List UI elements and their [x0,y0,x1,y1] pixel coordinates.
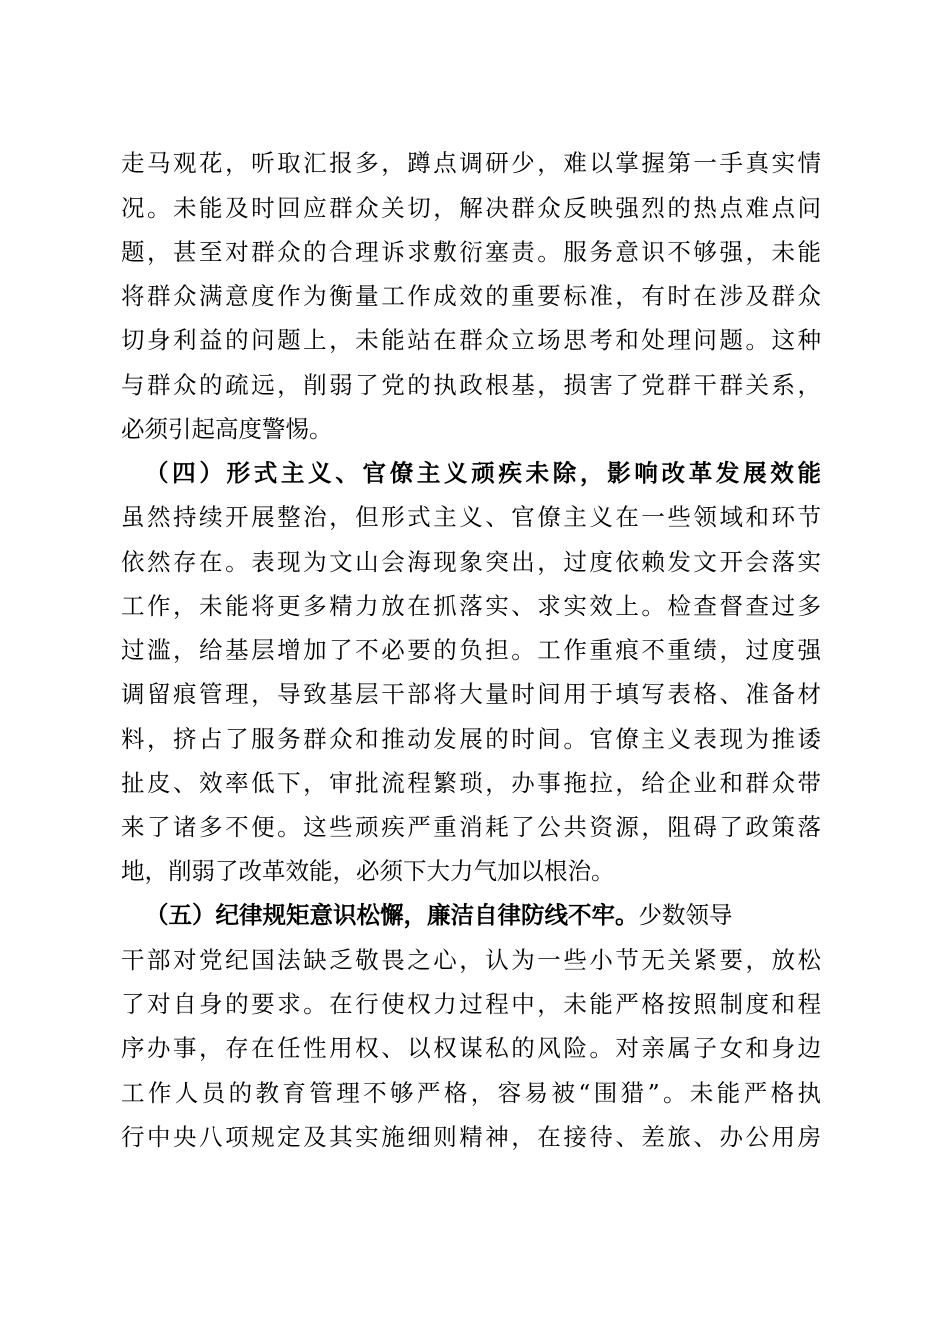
paragraph-line: 虽然持续开展整治，但形式主义、官僚主义在一些领域和环节 [121,503,821,531]
paragraph-line: 过滥，给基层增加了不必要的负担。工作重痕不重绩，过度强 [121,636,821,664]
paragraph-line: 依然存在。表现为文山会海现象突出，过度依赖发文开会落实 [121,548,821,576]
section-heading-five: （五）纪律规矩意识松懈，廉洁自律防线不牢。 [145,901,639,929]
paragraph-line: 将群众满意度作为衡量工作成效的重要标准，有时在涉及群众 [121,282,821,310]
section-heading-four: （四）形式主义、官僚主义顽疾未除，影响改革发展效能 [145,459,821,487]
paragraph-line: 地，削弱了改革效能，必须下大力气加以根治。 [121,857,615,885]
paragraph-line: 扯皮、效率低下，审批流程繁琐，办事拖拉，给企业和群众带 [121,769,821,797]
paragraph-line: 题，甚至对群众的合理诉求敷衍塞责。服务意识不够强，未能 [121,238,821,266]
heading-tail-text: 少数领导 [638,901,733,929]
paragraph-line: 了对自身的要求。在行使权力过程中，未能严格按照制度和程 [121,990,821,1018]
paragraph-line: 必须引起高度警惕。 [121,415,333,443]
paragraph-line: 切身利益的问题上，未能站在群众立场思考和处理问题。这种 [121,326,821,354]
paragraph-line: 与群众的疏远，削弱了党的执政根基，损害了党群干群关系， [121,371,821,399]
paragraph-line: 工作，未能将更多精力放在抓落实、求实效上。检查督查过多 [121,592,821,620]
paragraph-line: 干部对党纪国法缺乏敬畏之心，认为一些小节无关紧要，放松 [121,946,821,974]
paragraph-line: 行中央八项规定及其实施细则精神，在接待、差旅、办公用房 [121,1123,821,1151]
paragraph-line: 料，挤占了服务群众和推动发展的时间。官僚主义表现为推诿 [121,725,821,753]
section-heading-five-line [145,893,821,937]
paragraph-line: 况。未能及时回应群众关切，解决群众反映强烈的热点难点问 [121,194,821,222]
paragraph-line: 调留痕管理，导致基层干部将大量时间用于填写表格、准备材 [121,680,821,708]
paragraph-line: 序办事，存在任性用权、以权谋私的风险。对亲属子女和身边 [121,1034,821,1062]
paragraph-line: 走马观花，听取汇报多，蹲点调研少，难以掌握第一手真实情 [121,149,821,177]
paragraph-line: 工作人员的教育管理不够严格，容易被“围猎”。未能严格执 [121,1079,821,1107]
paragraph-line: 来了诸多不便。这些顽疾严重消耗了公共资源，阻碍了政策落 [121,813,821,841]
